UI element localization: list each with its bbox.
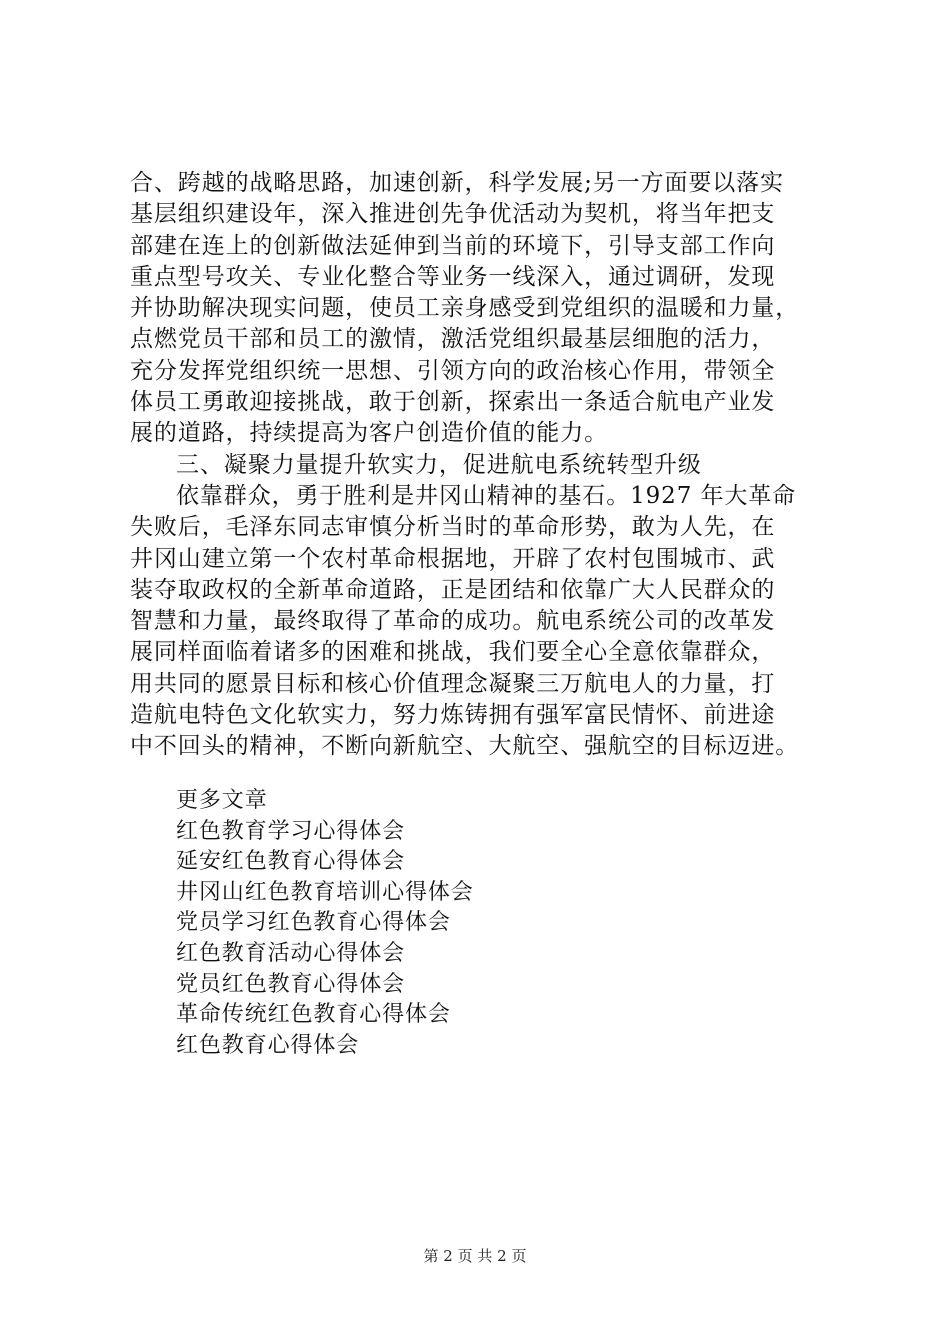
text-line: 装夺取政权的全新革命道路，正是团结和依靠广大人民群众的 xyxy=(130,576,776,603)
text-line: 基层组织建设年，深入推进创先争优活动为契机，将当年把支 xyxy=(130,201,776,228)
text-line: 智慧和力量，最终取得了革命的成功。航电系统公司的改革发 xyxy=(130,608,776,635)
text-line: 造航电特色文化软实力，努力炼铸拥有强军富民情怀、前进途 xyxy=(130,702,776,729)
text-line: 合、跨越的战略思路，加速创新，科学发展;另一方面要以落实 xyxy=(130,170,784,196)
text-line: 展的道路，持续提高为客户创造价值的能力。 xyxy=(130,420,608,447)
text-line: 体员工勇敢迎接挑战，敢于创新，探索出一条适合航电产业发 xyxy=(130,389,776,416)
text-line: 点燃党员干部和员工的激情，激活党组织最基层细胞的活力， xyxy=(130,326,776,353)
more-article-link[interactable]: 延安红色教育心得体会 xyxy=(176,849,406,875)
text-line: 并协助解决现实问题，使员工亲身感受到党组织的温暖和力量， xyxy=(130,295,800,322)
more-article-link[interactable]: 党员红色教育心得体会 xyxy=(176,971,406,997)
text-line: 井冈山建立第一个农村革命根据地，开辟了农村包围城市、武 xyxy=(130,545,776,572)
article-body xyxy=(130,168,850,763)
text-line: 中不回头的精神，不断向新航空、大航空、强航空的目标迈进。 xyxy=(130,733,800,760)
text-line: 用共同的愿景目标和核心价值理念凝聚三万航电人的力量，打 xyxy=(130,670,776,697)
text-line: 部建在连上的创新做法延伸到当前的环境下，引导支部工作向 xyxy=(130,232,776,259)
section-heading-3: 三、凝聚力量提升软实力，促进航电系统转型升级 xyxy=(176,451,702,478)
text-line: 失败后，毛泽东同志审慎分析当时的革命形势，敢为人先，在 xyxy=(130,514,776,541)
text-line: 充分发挥党组织统一思想、引领方向的政治核心作用，带领全 xyxy=(130,357,776,384)
more-articles-section xyxy=(176,786,776,1061)
more-article-link[interactable]: 红色教育心得体会 xyxy=(176,1032,360,1058)
more-article-link[interactable]: 红色教育学习心得体会 xyxy=(176,818,406,844)
text-line: 依靠群众，勇于胜利是井冈山精神的基石。1927 年大革命 xyxy=(176,482,797,509)
more-article-link[interactable]: 红色教育活动心得体会 xyxy=(176,940,406,966)
more-article-link[interactable]: 革命传统红色教育心得体会 xyxy=(176,1002,451,1028)
paragraph-1 xyxy=(130,168,850,450)
text-line: 展同样面临着诸多的困难和挑战，我们要全心全意依靠群众， xyxy=(130,639,776,666)
more-articles-title: 更多文章 xyxy=(176,788,268,813)
more-article-link[interactable]: 党员学习红色教育心得体会 xyxy=(176,910,451,936)
paragraph-2 xyxy=(130,481,850,763)
more-article-link[interactable]: 井冈山红色教育培训心得体会 xyxy=(176,879,474,905)
text-line: 重点型号攻关、专业化整合等业务一线深入，通过调研，发现 xyxy=(130,263,776,290)
page-footer: 第 2 页 共 2 页 xyxy=(423,1247,527,1265)
